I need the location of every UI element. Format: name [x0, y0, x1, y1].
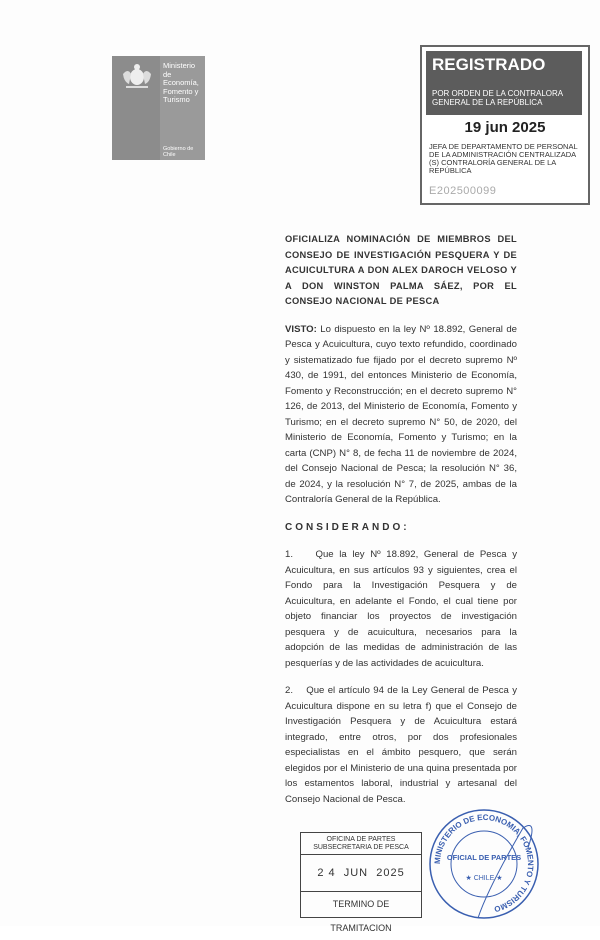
registered-stamp [420, 45, 590, 205]
official-seal [428, 808, 540, 920]
ministry-name: Ministerio de Economía, Fomento y Turismo [163, 61, 199, 104]
office-stamp-footer: TERMINO DE TRAMITACION [330, 899, 392, 933]
coat-of-arms-icon [120, 62, 154, 90]
stamp-code: E202500099 [429, 185, 497, 197]
ministry-logo [112, 56, 205, 160]
stamp-title: REGISTRADO [432, 55, 546, 74]
visto-text: Lo dispuesto en la ley Nº 18.892, General de Pesca y Acuicultura, cuyo texto refundido, coordinado y sistematizado fue fijado por el decreto supremo Nº 430, de 1991, del entonces Ministerio de Economía, Fomento y Reconstrucción; en el decreto supremo N° 126, de 2013, del Ministerio de Economía, Fomento y Turismo; en el decreto supremo N° 50, de 2020, del Ministerio de Economía, Fomento y Turismo; en la carta (CNP) N° 8, de fecha 11 de noviembre de 2024, del Consejo Nacional de Pesca; la resolución N° 36, de 2024, y la resolución N° 7, de 2025, ambas de la Contraloría General de la República. [285, 323, 517, 505]
seal-ring-text: MINISTERIO DE ECONOMIA, FOMENTO Y TURISMO [432, 812, 536, 914]
office-stamp [300, 832, 422, 933]
seal-center-text: OFICIAL DE PARTES [446, 853, 522, 862]
document-title: OFICIALIZA NOMINACIÓN DE MIEMBROS DEL CONSEJO DE INVESTIGACIÓN PESQUERA Y DE ACUICULTURA A DON ALEX DAROCH VELOSO Y A DON WINSTON PALMA SÁEZ, POR EL CONSEJO NACIONAL DE PESCA [285, 234, 517, 306]
government-label: Gobierno de Chile [163, 146, 194, 158]
office-stamp-header: OFICINA DE PARTES SUBSECRETARIA DE PESCA [301, 833, 421, 855]
considerando-item: 2. Que el artículo 94 de la Ley General de Pesca y Acuicultura dispone en su letra f) que el Consejo de Investigación Pesquera y de Acuicultura estará integrado, entre otros, por dos profesionales especialistas en el ámbito pesquero, que serán elegidos por el Ministerio de una quina presentada por los estamentos laboral, industrial y artesanal del Consejo Nacional de Pesca. [285, 685, 520, 805]
considerando-item: 1. Que la ley Nº 18.892, General de Pesca y Acuicultura, en sus artículos 93 y siguientes, crea el Fondo para la Investigación Pesquera y de Acuicultura, en adelante el Fondo, el cual tiene por objeto financiar los proyectos de investigación pesquera y de acuicultura, necesarios para la adopción de las medidas de administración de las pesquerías y de las actividades de acuicultura. [285, 549, 520, 669]
considerando-heading: CONSIDERANDO: [285, 521, 410, 533]
svg-text:MINISTERIO DE ECONOMIA, FOMENT [433, 813, 535, 914]
visto-paragraph [285, 322, 517, 508]
stamp-order: POR ORDEN DE LA CONTRALORA GENERAL DE LA REPÚBLICA [432, 89, 563, 107]
office-stamp-date: 2 4 JUN 2025 [301, 855, 421, 892]
stamp-date: 19 jun 2025 [464, 119, 546, 136]
stamp-signatory: JEFA DE DEPARTAMENTO DE PERSONAL DE LA ADMINISTRACIÓN CENTRALIZADA (S) CONTRALORÍA GENERAL DE LA REPÚBLICA [429, 142, 578, 175]
seal-bottom-text: ★ CHILE ★ [465, 875, 503, 882]
visto-label: VISTO: [285, 323, 317, 335]
document-body [285, 232, 520, 819]
